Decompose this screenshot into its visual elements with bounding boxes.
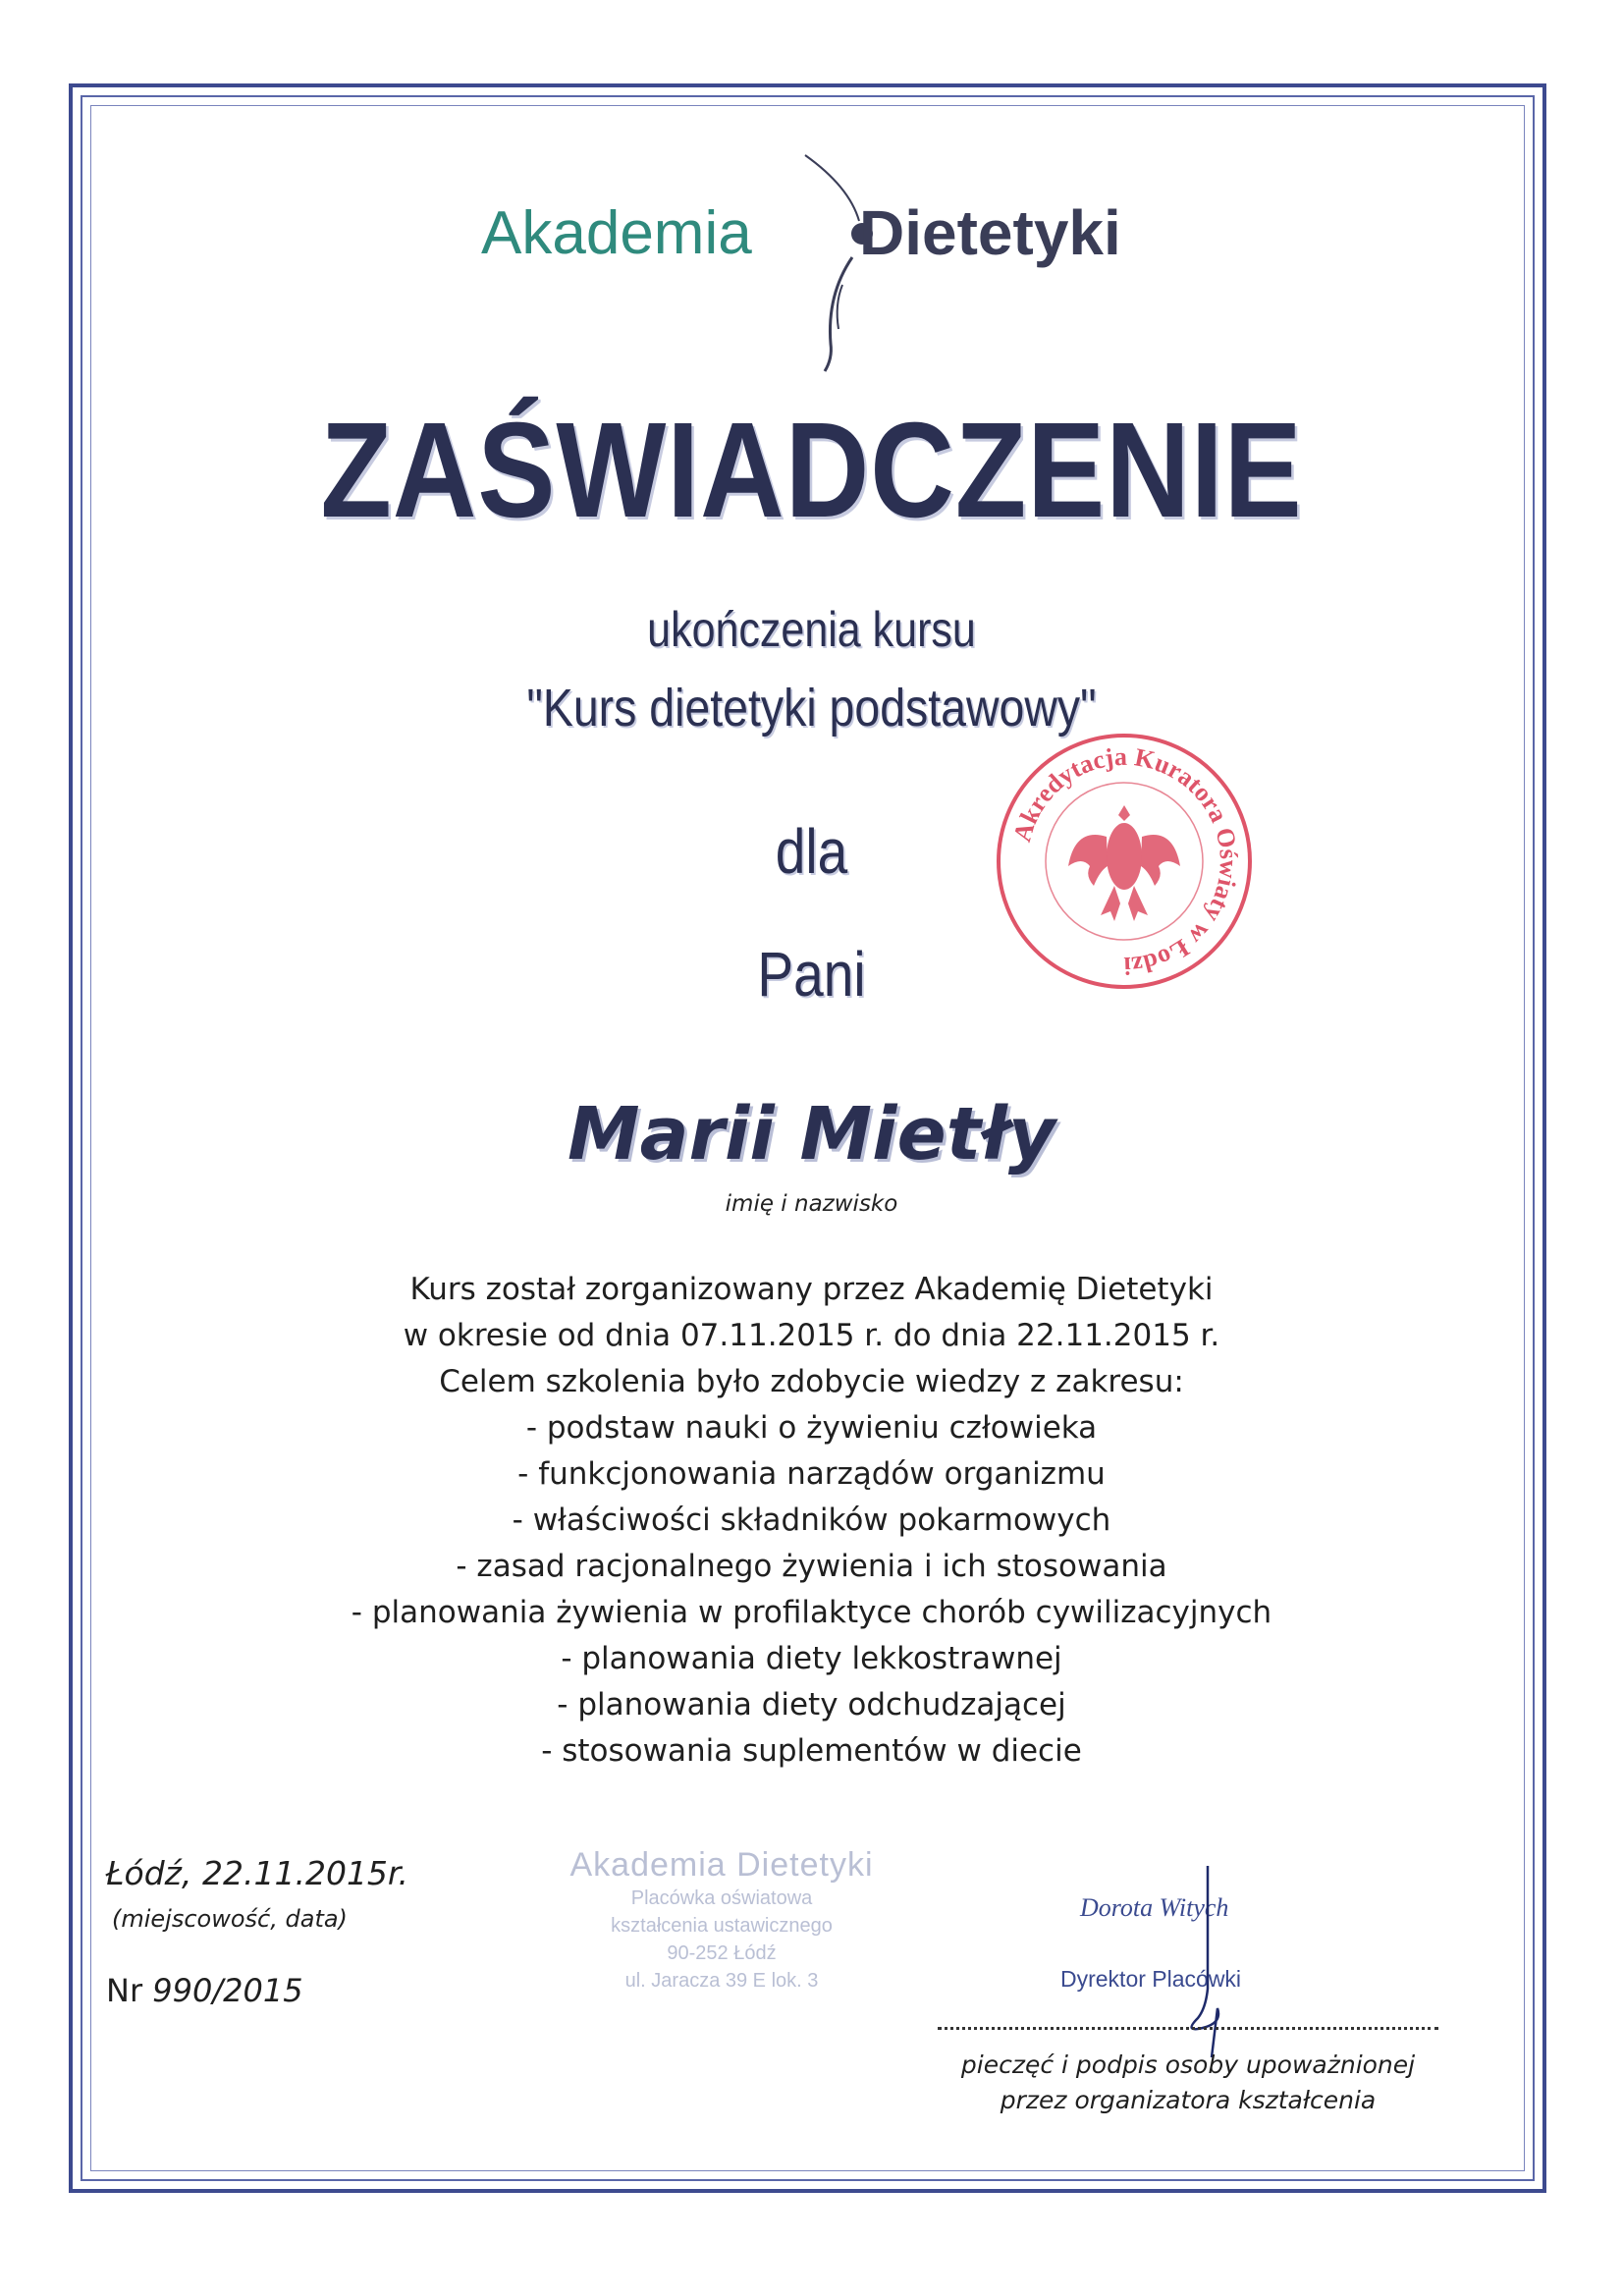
signatory-role-stamp: Dyrektor Placówki (1060, 1966, 1242, 1992)
body-line: - właściwości składników pokarmowych (512, 1503, 1111, 1538)
handwritten-signature (1168, 1861, 1247, 2067)
logo-word-dietetyki: Dietetyki (859, 197, 1121, 268)
body-line: - funkcjonowania narządów organizmu (517, 1456, 1106, 1492)
body-line: Celem szkolenia było zdobycie wiedzy z zakresu: (439, 1364, 1184, 1399)
number-prefix: Nr (106, 1972, 143, 2009)
salutation: Pani (757, 939, 866, 1010)
certificate-subtitle: ukończenia kursu (647, 602, 976, 657)
recipient-caption: imię i nazwisko (725, 1191, 898, 1217)
accreditation-seal (992, 729, 1257, 994)
signature-caption-line: pieczęć i podpis osoby upoważnionej (960, 2050, 1416, 2079)
faint-stamp-line: Placówka oświatowa (630, 1887, 813, 1909)
faint-stamp-title: Akademia Dietetyki (569, 1846, 874, 1884)
signature-line (938, 2027, 1438, 2030)
signature-caption-line: przez organizatora kształcenia (1000, 2086, 1377, 2114)
for-label: dla (775, 816, 848, 887)
recipient-name: Marii Mietły (567, 1092, 1056, 1176)
body-line: - planowania diety lekkostrawnej (561, 1641, 1062, 1676)
faint-stamp-line: 90-252 Łódź (667, 1942, 777, 1964)
body-line: w okresie od dnia 07.11.2015 r. do dnia 22.11.2015 r. (403, 1318, 1220, 1353)
place-date-caption: (miejscowość, data) (112, 1905, 348, 1933)
certificate-number (106, 1972, 303, 2009)
signature-caption (923, 2048, 1453, 2118)
body-line: - stosowania suplementów w diecie (541, 1733, 1082, 1769)
body-line: - zasad racjonalnego żywienia i ich stosowania (456, 1549, 1167, 1584)
number-value: 990/2015 (152, 1972, 303, 2009)
eagle-emblem-icon (1068, 805, 1180, 921)
place-and-date: Łódź, 22.11.2015r. (106, 1854, 408, 1892)
faint-institution-stamp (560, 1846, 884, 2072)
certificate-title: ZAŚWIADCZENIE (320, 395, 1303, 546)
akademia-dietetyki-logo (471, 147, 1159, 373)
faint-stamp-line: ul. Jaracza 39 E lok. 3 (624, 1970, 819, 1992)
body-line: - planowania żywienia w profilaktyce chorób cywilizacyjnych (351, 1595, 1272, 1630)
body-line: - planowania diety odchudzającej (557, 1687, 1066, 1722)
faint-stamp-line: kształcenia ustawicznego (611, 1915, 833, 1937)
course-name: "Kurs dietetyki podstawowy" (526, 679, 1097, 738)
seal-text: Akredytacja Kuratora Oświaty w Łodzi (1007, 741, 1244, 981)
signatory-name-stamp: Dorota Witych (1080, 1893, 1229, 1922)
logo-word-akademia: Akademia (481, 199, 752, 267)
body-line: Kurs został zorganizowany przez Akademię Dietetyki (409, 1272, 1214, 1307)
course-description (0, 1267, 1623, 1775)
logo-figure-icon (766, 147, 874, 373)
body-line: - podstaw nauki o żywieniu człowieka (525, 1410, 1098, 1446)
